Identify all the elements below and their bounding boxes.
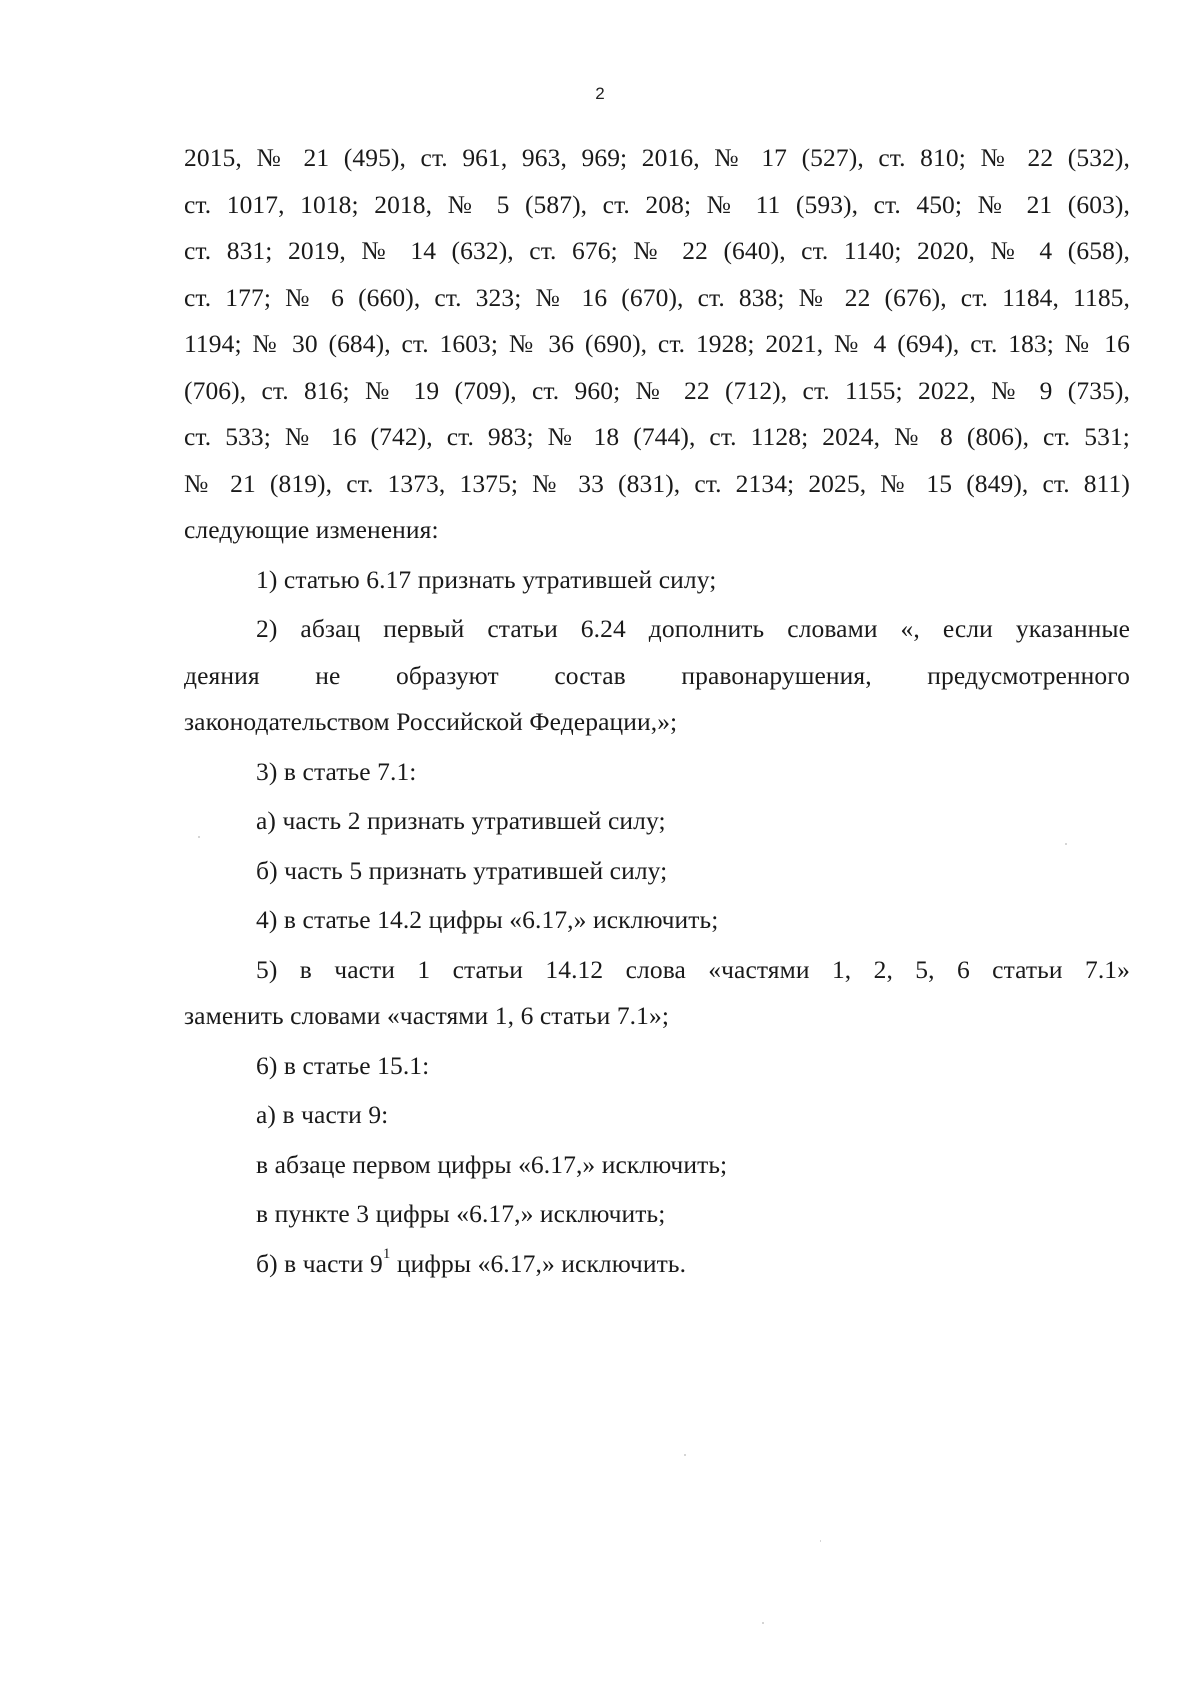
amendment-item-6a: а) в части 9: (256, 1100, 389, 1129)
amendment-item-6b (184, 1241, 1130, 1288)
amendment-item-2-line-3: законодательством Российской Федерации,»; (184, 707, 678, 736)
amendment-item-3b: б) часть 5 признать утратившей силу; (256, 855, 668, 885)
reference-line-8: № 21 (819), ст. 1373, 1375; № 33 (831), ст. 2134; 2025, № 15 (849), ст. 811) (184, 468, 1130, 498)
scan-speck (820, 1540, 821, 1542)
amendment-item-6b-suffix: цифры «6.17,» исключить. (390, 1248, 687, 1278)
amendment-item-3a: а) часть 2 признать утратившей силу; (256, 806, 666, 835)
amendment-item-5-line-2: заменить словами «частями 1, 6 статьи 7.1»; (184, 1001, 670, 1030)
amendment-item-6b-prefix: б) в части 9 (256, 1248, 383, 1278)
scan-speck (684, 1454, 686, 1456)
page-number: 2 (595, 84, 605, 103)
amendment-item-6b-superscript: 1 (382, 1246, 391, 1262)
amendment-item-6a-1: в абзаце первом цифры «6.17,» исключить; (256, 1149, 728, 1179)
document-body (184, 135, 1130, 1287)
reference-line-3: ст. 831; 2019, № 14 (632), ст. 676; № 22 (640), ст. 1140; 2020, № 4 (658), (184, 236, 1130, 265)
scan-speck (762, 1622, 764, 1624)
amendment-item-3: 3) в статье 7.1: (256, 756, 417, 786)
amendment-item-4: 4) в статье 14.2 цифры «6.17,» исключить; (256, 905, 719, 934)
reference-tail: следующие изменения: (184, 515, 439, 544)
amendment-item-5-line-1: 5) в части 1 статьи 14.12 слова «частями 1, 2, 5, 6 статьи 7.1» (256, 954, 1130, 984)
scan-speck (1065, 843, 1067, 845)
reference-line-7: ст. 533; № 16 (742), ст. 983; № 18 (744), ст. 1128; 2024, № 8 (806), ст. 531; (184, 422, 1130, 451)
reference-line-1: 2015, № 21 (495), ст. 961, 963, 969; 2016, № 17 (527), ст. 810; № 22 (532), (184, 143, 1130, 172)
amendment-item-2-line-1: 2) абзац первый статьи 6.24 дополнить словами «, если указанные (256, 614, 1130, 643)
reference-line-2: ст. 1017, 1018; 2018, № 5 (587), ст. 208; № 11 (593), ст. 450; № 21 (603), (184, 189, 1130, 219)
scan-speck (198, 836, 200, 838)
amendment-item-1: 1) статью 6.17 признать утратившей силу; (256, 564, 717, 594)
amendment-item-6: 6) в статье 15.1: (256, 1050, 430, 1080)
reference-line-5: 1194; № 30 (684), ст. 1603; № 36 (690), ст. 1928; 2021, № 4 (694), ст. 183; № 16 (184, 329, 1130, 358)
reference-line-4: ст. 177; № 6 (660), ст. 323; № 16 (670), ст. 838; № 22 (676), ст. 1184, 1185, (184, 282, 1130, 312)
amendment-item-2-line-2: деяния не образуют состав правонарушения, предусмотренного (184, 660, 1130, 690)
amendment-item-6a-2: в пункте 3 цифры «6.17,» исключить; (256, 1199, 666, 1228)
reference-line-6: (706), ст. 816; № 19 (709), ст. 960; № 22 (712), ст. 1155; 2022, № 9 (735), (184, 375, 1130, 405)
